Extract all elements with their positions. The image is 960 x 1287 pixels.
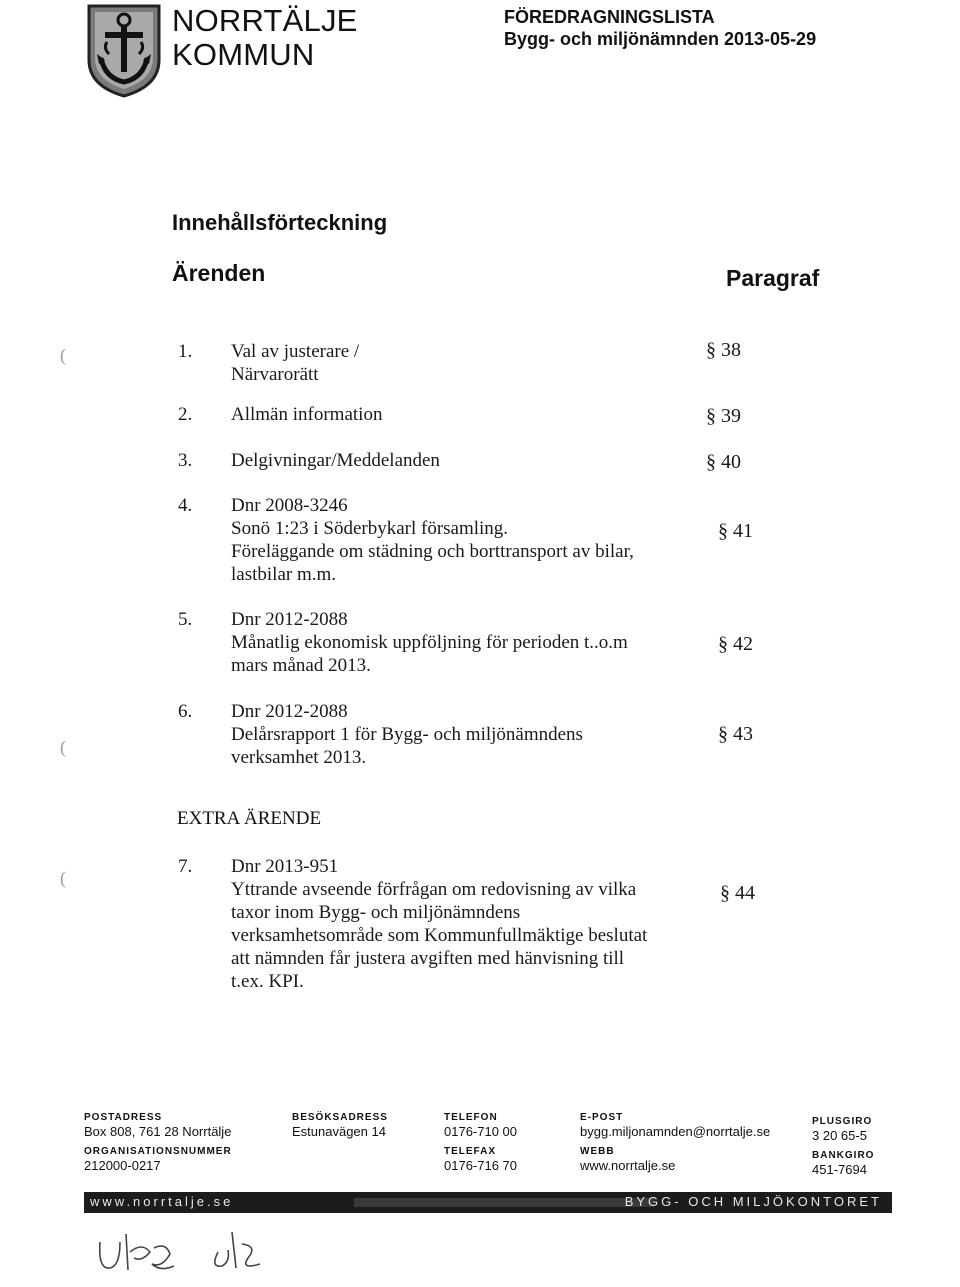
paragraph-ref-43: § 43 [718, 723, 753, 745]
paragraph-ref-38: § 38 [706, 339, 741, 361]
telefon-label: TELEFON [444, 1112, 498, 1123]
footer-col-visit [292, 1112, 388, 1146]
municipality-name-line2: KOMMUN [172, 37, 315, 72]
item-text-line: Närvarorätt [231, 364, 319, 385]
meeting-title: Bygg- och miljönämnden 2013-05-29 [504, 29, 817, 49]
postadress-label: POSTADRESS [84, 1112, 163, 1123]
orgnr-value: 212000-0217 [84, 1158, 161, 1173]
municipality-name-line1: NORRTÄLJE [172, 3, 358, 38]
paragraph-ref-42: § 42 [718, 633, 753, 655]
telefon-value: 0176-710 00 [444, 1124, 518, 1139]
footer-band [84, 1192, 892, 1213]
item-text-line: Dnr 2012-2088 [231, 701, 348, 722]
item-number: 3. [178, 450, 193, 471]
item-text-line: Delårsrapport 1 för Bygg- och miljönämndens [231, 724, 583, 745]
plusgiro-value: 3 20 65-5 [812, 1128, 867, 1143]
document-header [504, 6, 816, 50]
item-text-line: Val av justerare / [231, 341, 360, 362]
item-text-line: Månatlig ekonomisk uppföljning för perioden t..o.m [231, 632, 628, 653]
band-decoration [354, 1198, 654, 1207]
webb-value: www.norrtalje.se [580, 1158, 676, 1173]
item-text-line: Yttrande avseende förfrågan om redovisning av vilka [231, 879, 637, 900]
besoksadress-label: BESÖKSADRESS [292, 1112, 388, 1123]
bankgiro-label: BANKGIRO [812, 1150, 875, 1161]
item-text-line: Föreläggande om städning och borttransport av bilar, [231, 541, 634, 562]
item-text-line: Delgivningar/Meddelanden [231, 450, 440, 471]
footer-col-address [84, 1112, 232, 1180]
item-text-line: verksamhet 2013. [231, 747, 367, 768]
item-number: 7. [178, 856, 193, 877]
item-number: 5. [178, 609, 193, 630]
telefax-value: 0176-716 70 [444, 1158, 518, 1173]
item-text-line: att nämnden får justera avgiften med hänvisning till [231, 948, 625, 969]
item-number: 4. [178, 495, 193, 516]
item-text-line: Sonö 1:23 i Söderbykarl församling. [231, 518, 509, 539]
item-number: 1. [178, 341, 193, 362]
document-type: FÖREDRAGNINGSLISTA [504, 7, 715, 27]
footer-contact-block [84, 1112, 884, 1232]
margin-mark: ( [60, 737, 66, 757]
epost-value: bygg.miljonamnden@norrtalje.se [580, 1124, 771, 1139]
item-text-line: verksamhetsområde som Kommunfullmäktige beslutat [231, 925, 648, 946]
footer-col-giro [812, 1112, 874, 1184]
besoksadress-value: Estunavägen 14 [292, 1124, 386, 1139]
municipal-coat-of-arms-logo [85, 2, 163, 98]
margin-mark: ( [60, 345, 66, 365]
footer-col-web [580, 1112, 770, 1180]
paragraph-ref-40: § 40 [706, 451, 741, 473]
item-text-line: Dnr 2012-2088 [231, 609, 348, 630]
paragraph-ref-41: § 41 [718, 520, 753, 542]
footer-col-phone [444, 1112, 517, 1180]
item-text-line: lastbilar m.m. [231, 564, 337, 585]
item-number: 2. [178, 404, 193, 425]
toc-title: Innehållsförteckning [172, 210, 388, 235]
item-number: 6. [178, 701, 193, 722]
plusgiro-label: PLUSGIRO [812, 1116, 873, 1127]
municipality-name [172, 4, 358, 72]
band-website: www.norrtalje.se [90, 1194, 234, 1209]
extra-section-heading: EXTRA ÄRENDE [177, 808, 322, 829]
handwritten-initials [90, 1222, 310, 1282]
column-heading-arenden: Ärenden [172, 260, 266, 286]
paragraph-ref-39: § 39 [706, 405, 741, 427]
item-text-line: Dnr 2008-3246 [231, 495, 348, 516]
item-text-line: mars månad 2013. [231, 655, 371, 676]
bankgiro-value: 451-7694 [812, 1162, 867, 1177]
item-text-line: Dnr 2013-951 [231, 856, 339, 877]
postadress-value: Box 808, 761 28 Norrtälje [84, 1124, 232, 1139]
item-text-line: Allmän information [231, 404, 383, 425]
column-heading-paragraf: Paragraf [726, 265, 820, 291]
telefax-label: TELEFAX [444, 1146, 497, 1157]
epost-label: E-POST [580, 1112, 624, 1123]
band-office-name: BYGG- OCH MILJÖKONTORET [624, 1194, 882, 1209]
paragraph-ref-44: § 44 [720, 882, 755, 904]
item-text-line: t.ex. KPI. [231, 971, 304, 992]
orgnr-label: ORGANISATIONSNUMMER [84, 1146, 232, 1157]
margin-mark: ( [60, 868, 66, 888]
item-text-line: taxor inom Bygg- och miljönämndens [231, 902, 521, 923]
webb-label: WEBB [580, 1146, 615, 1157]
